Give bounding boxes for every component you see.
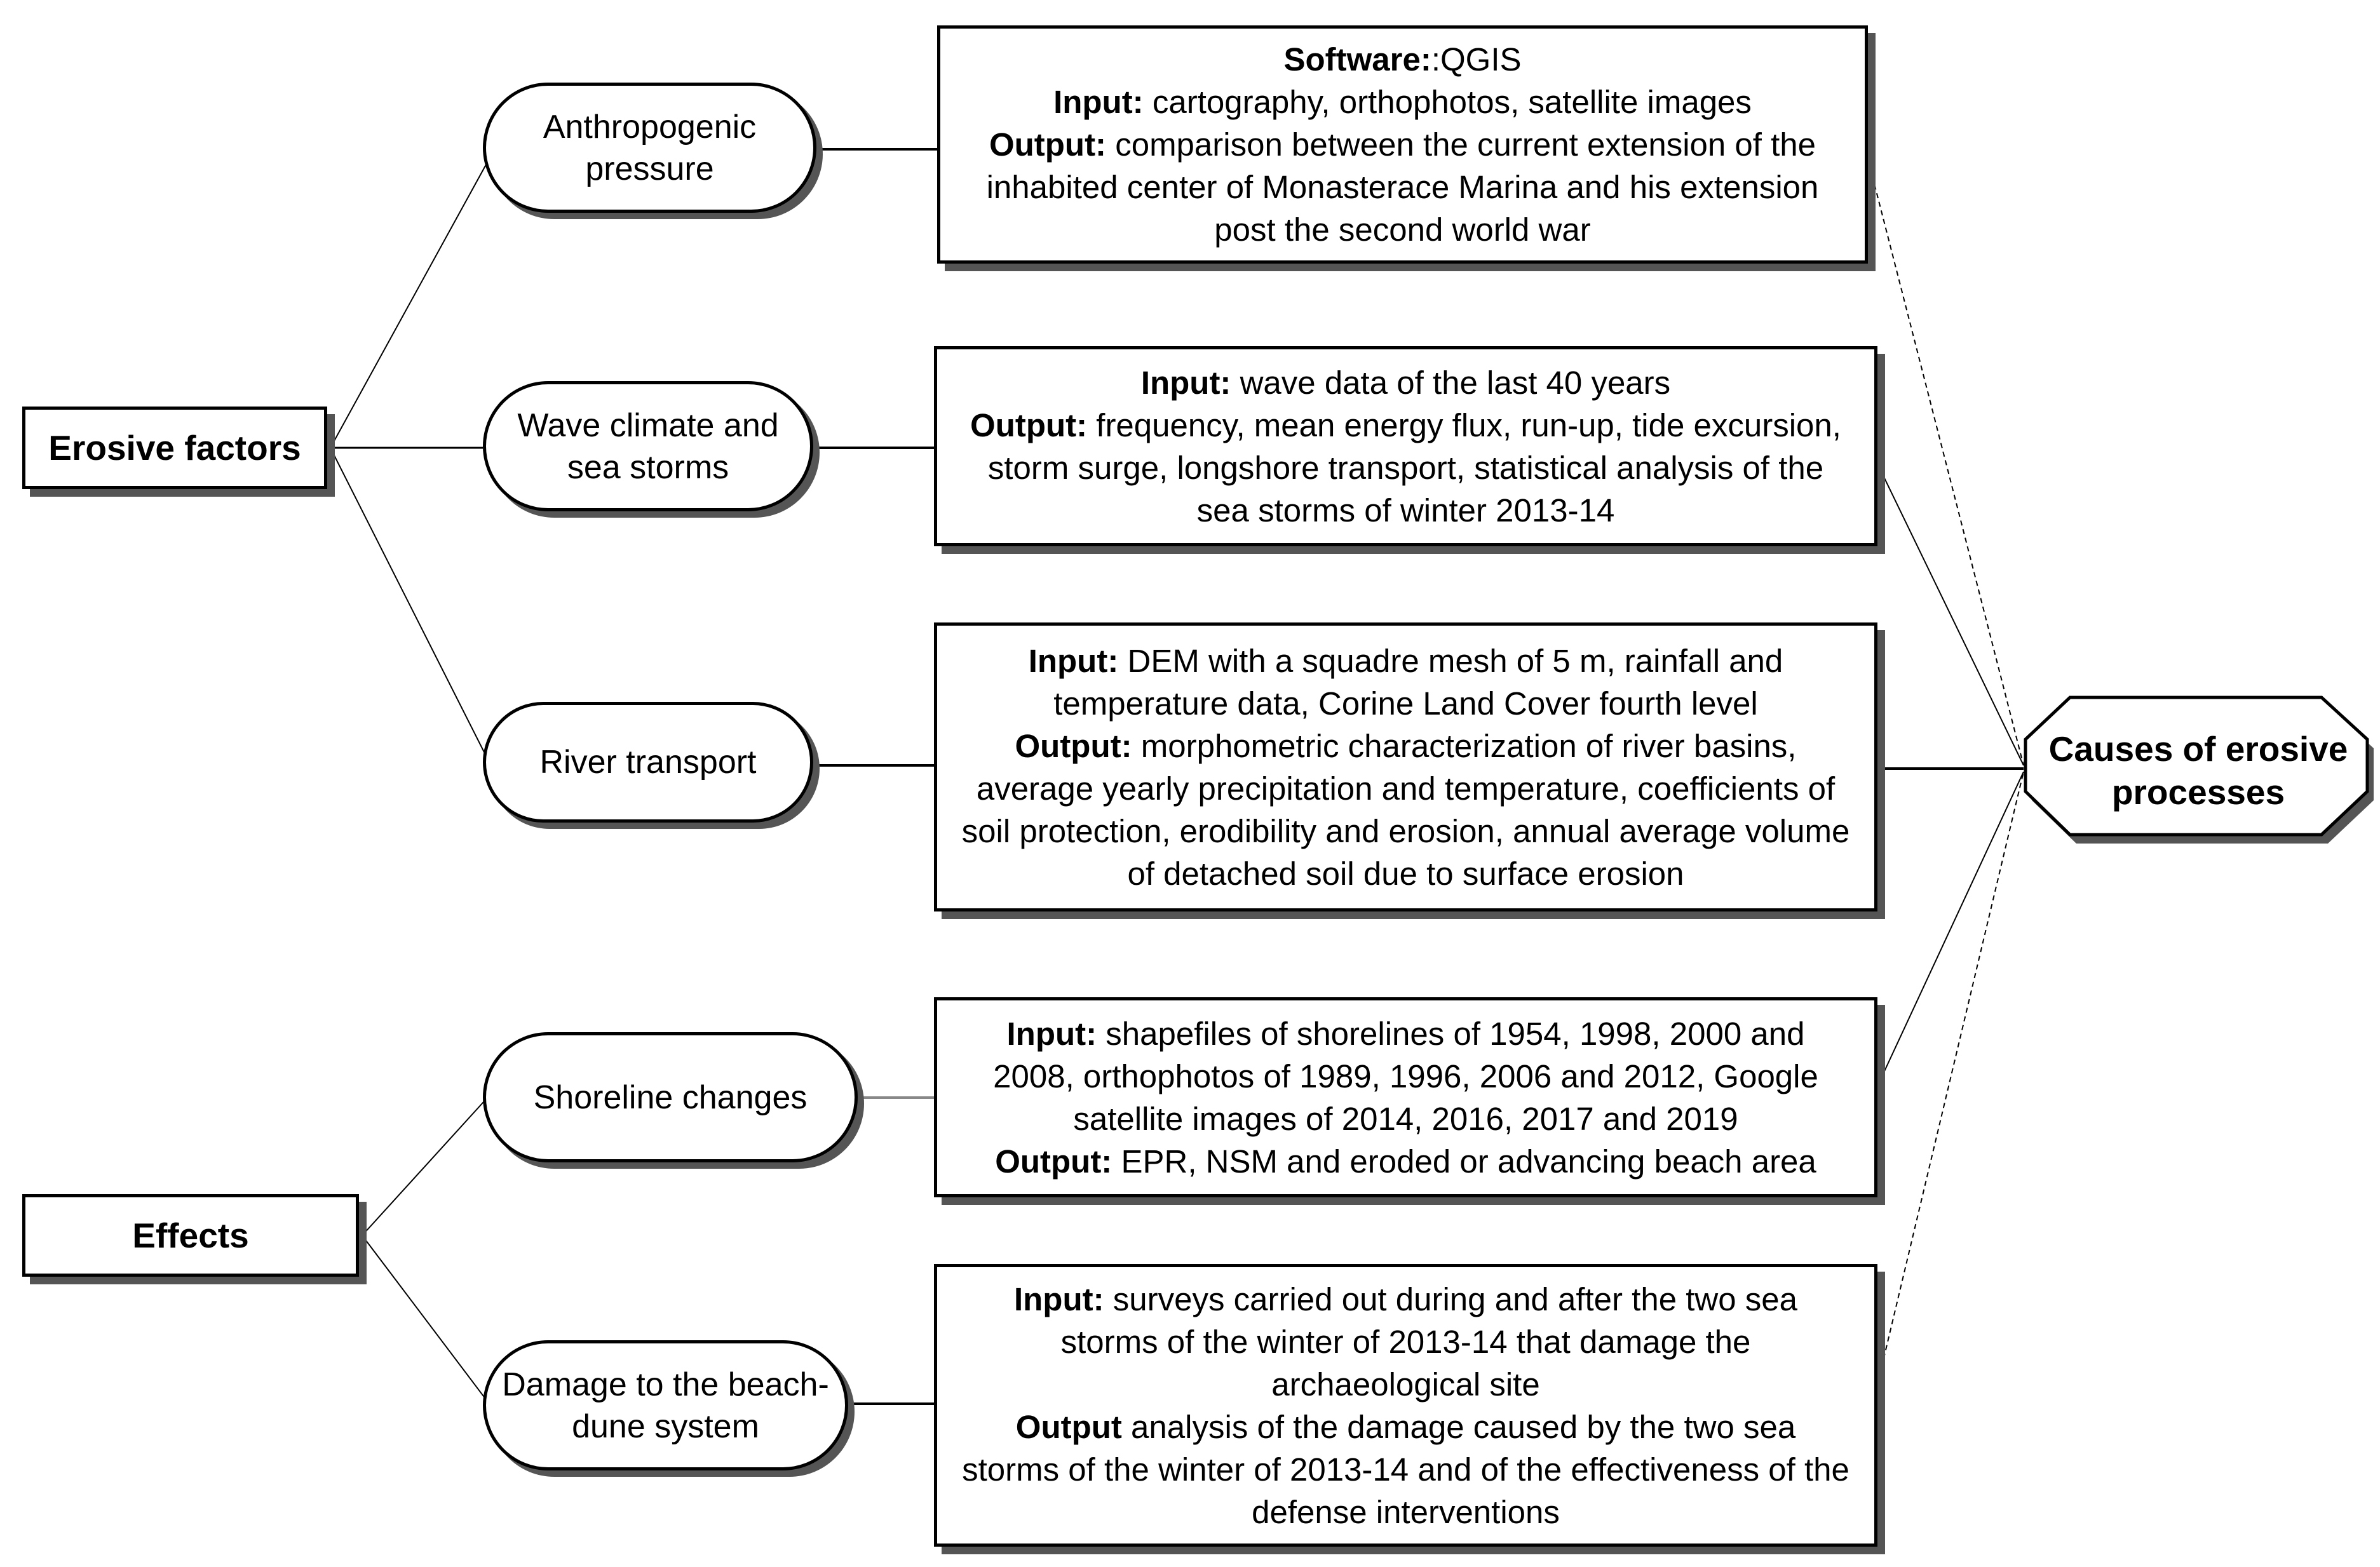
output-value: EPR, NSM and eroded or advancing beach area xyxy=(1112,1143,1816,1180)
output-line: of detached soil due to surface erosion xyxy=(1127,855,1684,892)
shoreline-label: Shoreline changes xyxy=(533,1079,808,1116)
river-label: River transport xyxy=(539,744,757,781)
output-line: soil protection, erodibility and erosion, annual average volume xyxy=(961,812,1850,849)
output-label: Output xyxy=(1015,1408,1122,1445)
anthropogenic-line-1: Anthropogenic xyxy=(543,108,757,145)
output-line: sea storms of winter 2013-14 xyxy=(1196,492,1615,528)
erosive-factors-box xyxy=(22,407,327,489)
output-label: Output: xyxy=(995,1143,1112,1180)
input-line: satellite images of 2014, 2016, 2017 and 2019 xyxy=(1073,1100,1738,1137)
input-line: temperature data, Corine Land Cover fourth level xyxy=(1053,685,1758,722)
anthropogenic-info-box xyxy=(937,25,1868,264)
input-line: surveys carried out during and after the two sea xyxy=(1104,1281,1798,1317)
shoreline-info-box xyxy=(934,997,1877,1197)
input-value: cartography, orthophotos, satellite images xyxy=(1143,84,1752,120)
input-line: archaeological site xyxy=(1271,1366,1540,1402)
river-transport-node xyxy=(483,702,813,823)
output-line: inhabited center of Monasterace Marina and his extension xyxy=(986,169,1819,205)
effects-box xyxy=(22,1194,359,1277)
output-line: average yearly precipitation and temperature, coefficients of xyxy=(976,770,1836,807)
causes-of-erosive-processes-node xyxy=(2020,692,2376,848)
software-value: :QGIS xyxy=(1431,41,1522,77)
input-line: 2008, orthophotos of 1989, 1996, 2006 and 2012, Google xyxy=(993,1058,1818,1094)
output-label: Output: xyxy=(1015,727,1132,764)
damage-info-box xyxy=(934,1264,1877,1547)
damage-line-2: dune system xyxy=(572,1408,759,1445)
output-label: Output: xyxy=(970,407,1088,443)
link-shoreline-causes xyxy=(1877,772,2024,1086)
input-line: shapefiles of shorelines of 1954, 1998, 2000 and xyxy=(1097,1015,1805,1052)
effects-label: Effects xyxy=(132,1216,249,1255)
input-line: DEM with a squadre mesh of 5 m, rainfall and xyxy=(1118,642,1783,679)
software-label: Software: xyxy=(1283,41,1431,77)
wave-line-1: Wave climate and xyxy=(517,407,779,444)
output-line: storm surge, longshore transport, statistical analysis of the xyxy=(987,449,1824,486)
link-erosive-anthropogenic xyxy=(330,159,489,448)
link-effects-shoreline xyxy=(362,1096,489,1235)
damage-beach-dune-node xyxy=(483,1340,848,1470)
shoreline-changes-node xyxy=(483,1032,858,1162)
wave-line-2: sea storms xyxy=(567,448,729,486)
input-label: Input: xyxy=(1028,642,1119,679)
output-line: frequency, mean energy flux, run-up, tide excursion, xyxy=(1087,407,1841,443)
link-wave-causes xyxy=(1877,464,2024,765)
link-damage-causes xyxy=(1877,772,2024,1385)
output-line: defense interventions xyxy=(1252,1493,1560,1530)
causes-line-2: processes xyxy=(2111,772,2285,812)
wave-info-box xyxy=(934,346,1877,546)
input-label: Input: xyxy=(1053,84,1144,120)
anthropogenic-line-2: pressure xyxy=(585,150,714,187)
river-info-box xyxy=(934,622,1877,911)
erosive-factors-label: Erosive factors xyxy=(48,428,301,467)
link-erosive-river xyxy=(330,448,489,762)
wave-climate-node xyxy=(483,381,813,511)
anthropogenic-pressure-node xyxy=(483,83,816,213)
output-line: analysis of the damage caused by the two sea xyxy=(1121,1408,1796,1445)
link-anthropogenic-causes xyxy=(1868,159,2024,765)
damage-line-1: Damage to the beach- xyxy=(502,1366,829,1403)
input-line: storms of the winter of 2013-14 that damage the xyxy=(1060,1323,1751,1360)
input-value: wave data of the last 40 years xyxy=(1231,364,1671,401)
output-line: morphometric characterization of river basins, xyxy=(1132,727,1797,764)
input-label: Input: xyxy=(1006,1015,1097,1052)
input-label: Input: xyxy=(1013,1281,1104,1317)
output-line: post the second world war xyxy=(1214,212,1591,248)
output-line: storms of the winter of 2013-14 and of the effectiveness of the xyxy=(962,1451,1849,1488)
output-label: Output: xyxy=(989,126,1107,163)
output-line: comparison between the current extension of the xyxy=(1106,126,1816,163)
causes-line-1: Causes of erosive xyxy=(2048,729,2348,769)
input-label: Input: xyxy=(1140,364,1231,401)
link-effects-damage xyxy=(362,1235,489,1404)
